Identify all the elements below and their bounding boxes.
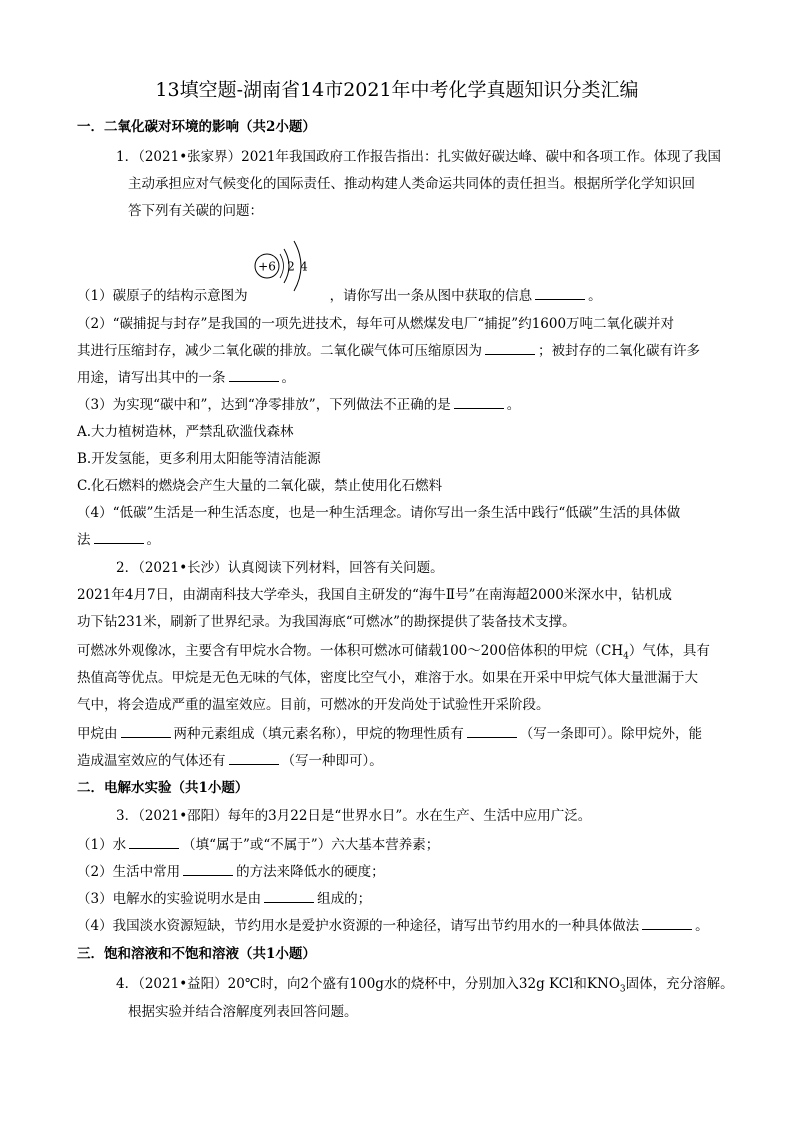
q2-answer-line: 甲烷由 两种元素组成（填元素名称），甲烷的物理性质有 （写一条即可）。除甲烷外，能 (77, 726, 702, 742)
section-heading: 三．饱和溶液和不饱和溶液（共1小题） (77, 946, 316, 962)
answer-blank[interactable] (467, 725, 517, 738)
q1-part4-line: 法 。 (77, 532, 160, 548)
answer-blank[interactable] (264, 890, 314, 903)
answer-blank[interactable] (129, 836, 179, 849)
q4-intro-line: 4．（2021•益阳）20℃时，向2个盛有100g水的烧杯中，分别加入32g KCl和$KNO_3$固体，充分溶解。 (116, 976, 734, 995)
answer-blank[interactable] (229, 369, 279, 382)
q3-part1: （1）水 （填“属于”或“不属于”）六大基本营养素； (77, 837, 440, 853)
q3-intro: 3．（2021•邵阳）每年的3月22日是“世界水日”。水在生产、生活中应用广泛。 (116, 808, 592, 824)
q4-intro-line: 根据实验并结合溶解度列表回答问题。 (128, 1004, 358, 1020)
section-heading: 一．二氧化碳对环境的影响（共2小题） (77, 119, 316, 135)
q1-option-c: C.化石燃料的燃烧会产生大量的二氧化碳，禁止使用化石燃料 (77, 478, 443, 494)
q3-part3: （3）电解水的实验说明水是由 组成的； (77, 891, 372, 907)
q1-intro-line: 1．（2021•张家界）2021年我国政府工作报告指出：扎实做好碳达峰、碳中和各项工作。体现了我国 (116, 149, 722, 165)
q1-part2-line: 其进行压缩封存，减少二氧化碳的排放。二氧化碳气体可压缩原因为 ；被封存的二氧化碳有许多 (77, 343, 700, 359)
q1-option-a: A.大力植树造林，严禁乱砍滥伐森林 (77, 424, 294, 440)
atom-nucleus-label: +6 (258, 259, 276, 274)
q1-part2-line: （2）“碳捕捉与封存”是我国的一项先进技术，每年可从燃煤发电厂“捕捉”约1600万吨二氧化碳并对 (77, 316, 675, 332)
atom-shell1-label: 2 (287, 259, 295, 274)
answer-blank[interactable] (229, 752, 279, 765)
q3-part2: （2）生活中常用 的方法来降低水的硬度； (77, 864, 385, 880)
q2-material-line: 功下钻231米，刷新了世界纪录。为我国海底“可燃冰”的勘探提供了装备技术支撑。 (77, 614, 576, 630)
q3-part4: （4）我国淡水资源短缺，节约用水是爱护水资源的一种途径，请写出节约用水的一种具体做法 。 (77, 918, 709, 934)
q2-material-line: 2021年4月7日，由湖南科技大学牵头，我国自主研发的“海牛Ⅱ号”在南海超2000米深水中，钻机成 (77, 587, 672, 603)
q1-part1: （1）碳原子的结构示意图为 ，请你写出一条从图中获取的信息 。 (77, 288, 602, 304)
q1-intro-line: 主动承担应对气候变化的国际责任、推动构建人类命运共同体的责任担当。根据所学化学知识回 (128, 176, 695, 192)
q1-part3: （3）为实现“碳中和”，达到“净零排放”，下列做法不正确的是 。 (77, 397, 521, 413)
q1-intro-line: 答下列有关碳的问题： (128, 203, 263, 219)
q1-option-b: B.开发氢能，更多利用太阳能等清洁能源 (77, 451, 321, 467)
q2-answer-line: 造成温室效应的气体还有 （写一种即可）。 (77, 753, 383, 769)
answer-blank[interactable] (642, 917, 692, 930)
answer-blank[interactable] (454, 396, 504, 409)
answer-blank[interactable] (485, 342, 535, 355)
q1-part4-line: （4）“低碳”生活是一种生活态度，也是一种生活理念。请你写出一条生活中践行“低碳”生活的具体做 (77, 505, 681, 521)
q1-part2-line: 用途，请写出其中的一条 。 (77, 370, 295, 386)
answer-blank[interactable] (94, 531, 144, 544)
q2-intro: 2．（2021•长沙）认真阅读下列材料，回答有关问题。 (116, 560, 444, 576)
q2-material-line: 可燃冰外观像冰，主要含有甲烷水合物。一体积可燃冰可储载100～200倍体积的甲烷$(CH_4)$气体，具有 (77, 643, 710, 662)
atom-shell2-label: 4 (300, 259, 308, 274)
page-title: 13填空题-湖南省14市2021年中考化学真题知识分类汇编 (155, 79, 639, 101)
q2-material-line: 热值高等优点。甲烷是无色无味的气体，密度比空气小，难溶于水。如果在开采中甲烷气体大量泄漏于大 (77, 670, 698, 686)
answer-blank[interactable] (535, 287, 585, 300)
q2-material-line: 气中，将会造成严重的温室效应。目前，可燃冰的开发尚处于试验性开采阶段。 (77, 697, 550, 713)
answer-blank[interactable] (183, 863, 233, 876)
section-heading: 二．电解水实验（共1小题） (77, 780, 249, 796)
answer-blank[interactable] (121, 725, 171, 738)
